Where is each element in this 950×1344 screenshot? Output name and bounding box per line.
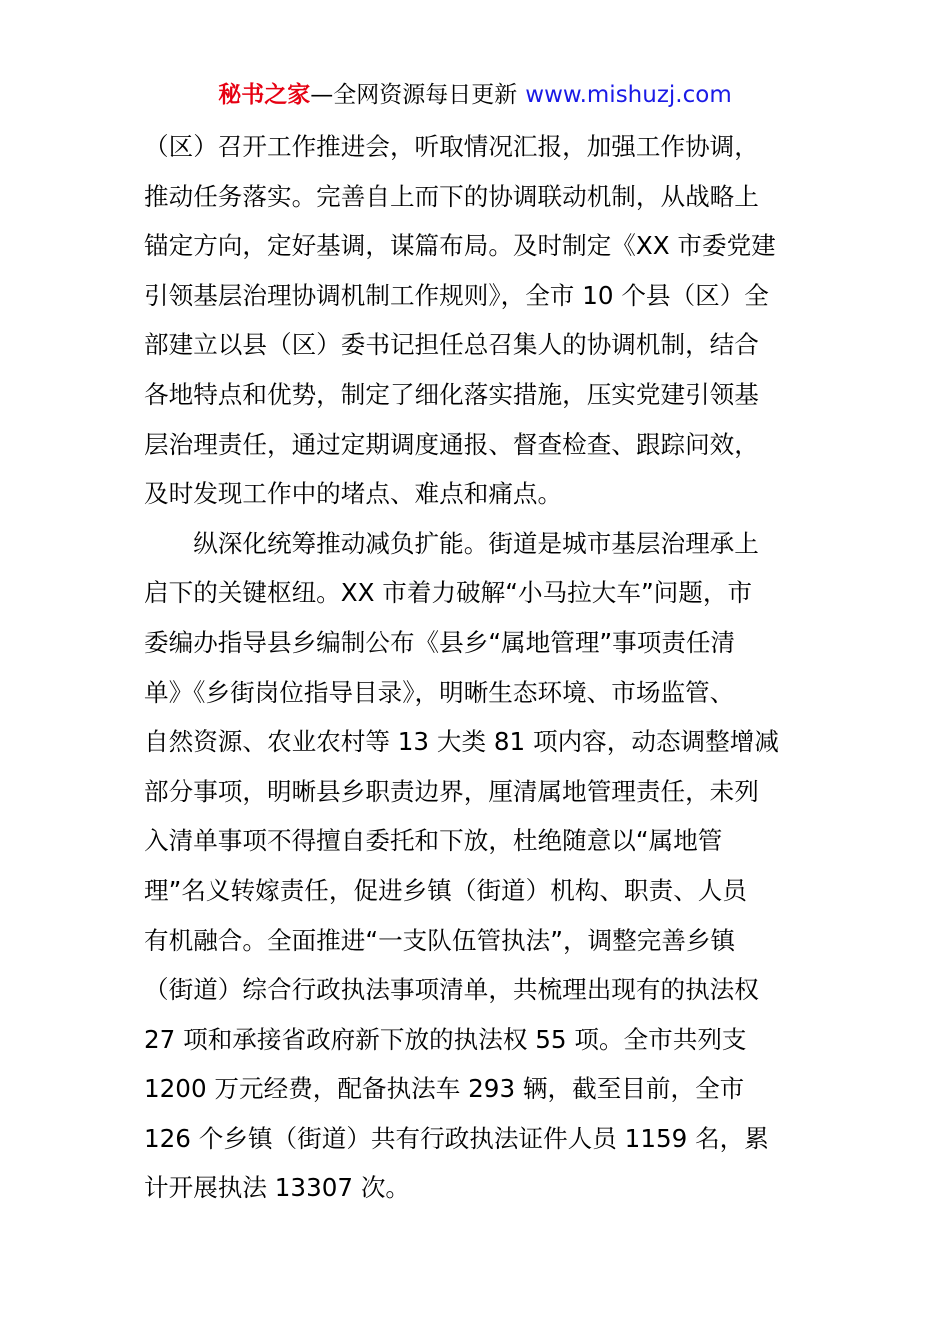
- text-line: 层治理责任，通过定期调度通报、督查检查、跟踪问效，: [144, 429, 759, 459]
- text-line: 部分事项，明晰县乡职责边界，厘清属地管理责任，未列: [144, 776, 759, 806]
- paragraph-start-line: 纵深化统筹推动减负扩能。街道是城市基层治理承上: [144, 528, 759, 558]
- document-body: [144, 122, 808, 1213]
- text-line: 启下的关键枢纽。XX 市着力破解“小马拉大车”问题，市: [144, 578, 753, 608]
- brand-name: 秘书之家: [218, 82, 311, 108]
- text-line: 自然资源、农业农村等 13 大类 81 项内容，动态调整增减: [144, 727, 779, 757]
- text-line: 27 项和承接省政府新下放的执法权 55 项。全市共列支: [144, 1024, 747, 1054]
- text-line: 各地特点和优势，制定了细化落实措施，压实党建引领基: [144, 379, 759, 409]
- text-line: 锚定方向，定好基调，谋篇布局。及时制定《XX 市委党建: [144, 231, 776, 261]
- text-line: 及时发现工作中的堵点、难点和痛点。: [144, 479, 563, 509]
- text-line: 计开展执法 13307 次。: [144, 1173, 411, 1203]
- text-line: （街道）综合行政执法事项清单，共梳理出现有的执法权: [144, 975, 759, 1005]
- text-line: 1200 万元经费，配备执法车 293 辆，截至目前，全市: [144, 1074, 745, 1104]
- text-line: 单》《乡街岗位指导目录》，明晰生态环境、市场监管、: [144, 677, 735, 707]
- text-line: 引领基层治理协调机制工作规则》，全市 10 个县（区）全: [144, 280, 769, 310]
- page-header: [0, 80, 950, 110]
- text-line: 入清单事项不得擅自委托和下放，杜绝随意以“属地管: [144, 826, 723, 856]
- website-link[interactable]: www.mishuzj.com: [525, 82, 732, 108]
- text-line: 委编办指导县乡编制公布《县乡“属地管理”事项责任清: [144, 627, 736, 657]
- text-line: 部建立以县（区）委书记担任总召集人的协调机制，结合: [144, 330, 759, 360]
- header-tagline: —全网资源每日更新: [310, 82, 518, 108]
- text-line: 理”名义转嫁责任，促进乡镇（街道）机构、职责、人员: [144, 875, 747, 905]
- text-line: 有机融合。全面推进“一支队伍管执法”，调整完善乡镇: [144, 925, 736, 955]
- text-line: 推动任务落实。完善自上而下的协调联动机制，从战略上: [144, 181, 759, 211]
- text-line: 126 个乡镇（街道）共有行政执法证件人员 1159 名，累: [144, 1123, 769, 1153]
- text-line: （区）召开工作推进会，听取情况汇报，加强工作协调，: [144, 132, 759, 161]
